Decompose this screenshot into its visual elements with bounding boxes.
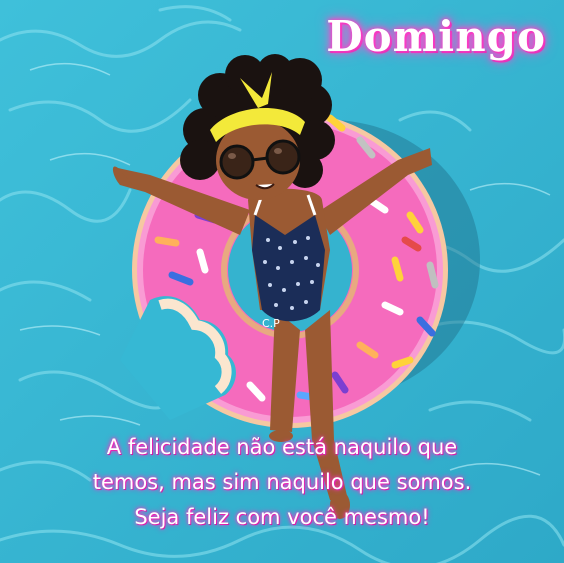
quote-line-3: Seja feliz com você mesmo!	[134, 505, 430, 529]
quote-line-2: temos, mas sim naquilo que somos.	[92, 470, 472, 494]
quote-line-1: A felicidade não está naquilo que	[106, 435, 458, 459]
artist-signature: C.P	[262, 317, 280, 330]
page-title: Domingo	[326, 12, 546, 61]
quote-text	[0, 430, 564, 535]
